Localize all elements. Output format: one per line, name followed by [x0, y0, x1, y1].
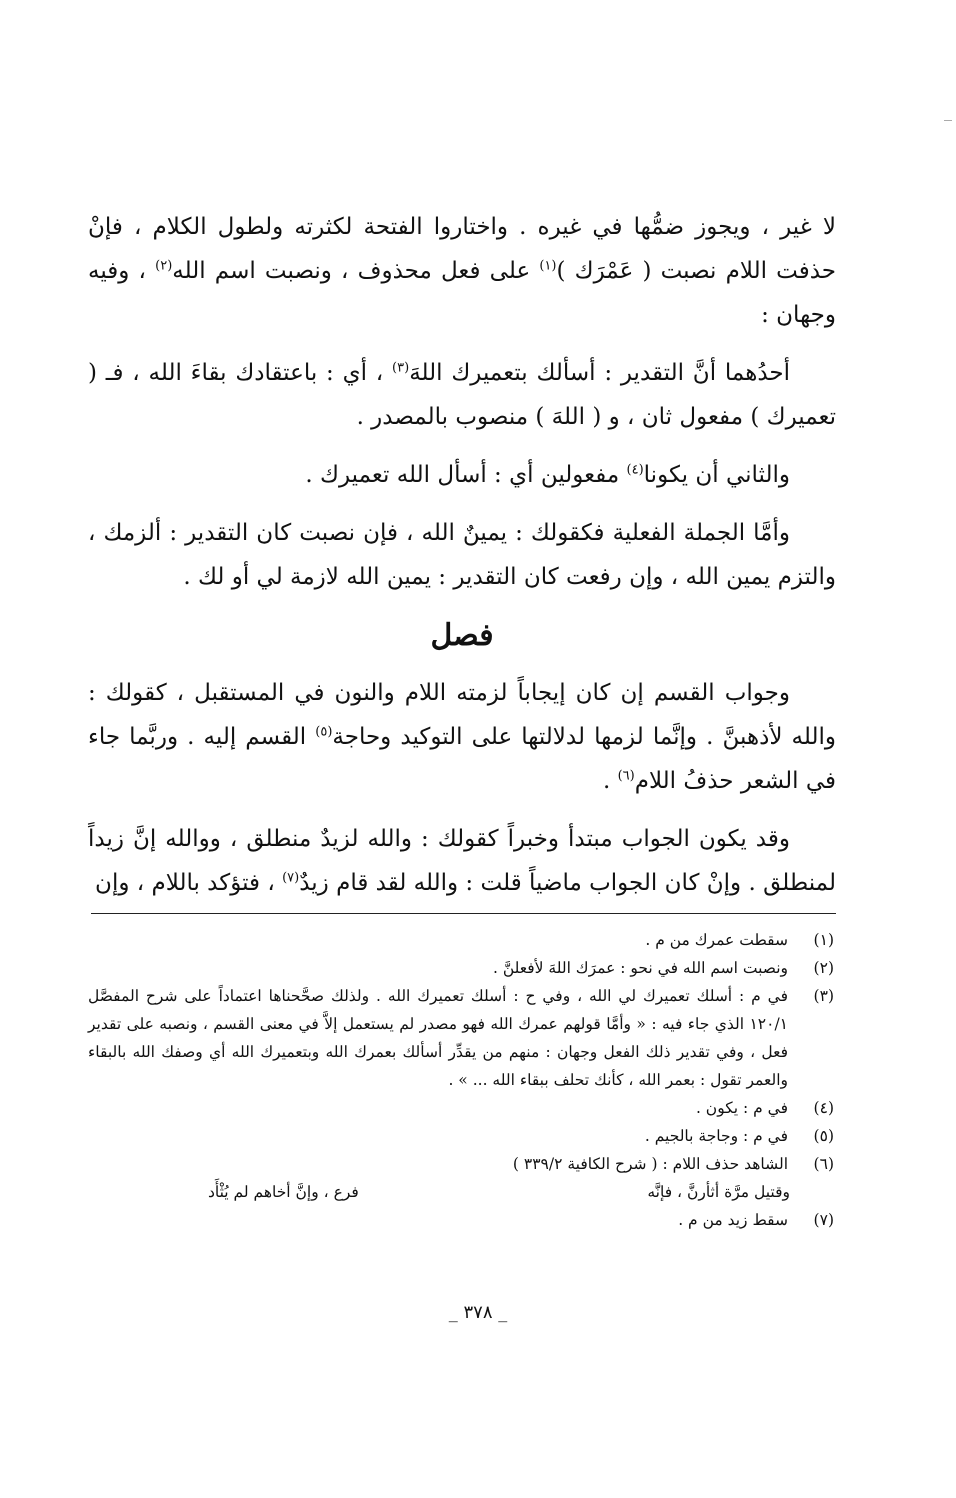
footnote-7: (٧) سقط زيد من م . [678, 1211, 834, 1229]
paragraph-4: وأمَّا الجملة الفعلية فكقولك : يمينٌ الله ، فإن نصبت كان التقدير : ألزمك ، والتزم يمين الله ، وإن رفعت كان التقدير : يمين الله لازمة لي أو لك . [88, 520, 836, 590]
footnote-1: (١) سقطت عمرك من م . [645, 931, 834, 949]
footnote-4: (٤) في م : يكون . [695, 1099, 834, 1117]
footnotes [88, 926, 836, 1234]
margin-mark [944, 120, 952, 121]
footnote-5: (٥) في م : وجاجة بالجيم . [644, 1127, 834, 1145]
page-number: _ ٣٧٨ _ [448, 1302, 508, 1323]
paragraph-2: أحدُهما أنَّ التقدير : أسألك بتعميرك اللهَ$^{(٣)}$ ، أي : باعتقادك بقاءَ الله ، فـ ( تعميرك ) مفعول ثان ، و ( اللهَ ) منصوب بالمصدر . [88, 360, 836, 430]
section-heading: فصل [430, 618, 494, 653]
page-body [88, 205, 836, 1234]
poem-verse [88, 1178, 836, 1206]
footnote-divider [91, 913, 836, 914]
main-text [88, 205, 836, 905]
poem-hemistich-1: وقتيل مرَّة أثأرنَّ ، فإنَّه [647, 1183, 790, 1201]
paragraph-1: لا غير ، ويجوز ضمُّها في غيره . واختاروا الفتحة لكثرته ولطول الكلام ، فإنْ حذفت اللام نصبت ( عَمْرَك )$^{(١)}$ على فعل محذوف ، ونصبت اسم الله$^{(٢)}$ ، وفيه وجهان : [88, 214, 837, 328]
paragraph-3: والثاني أن يكونا$^{(٤)}$ مفعولين أي : أسأل الله تعميرك . [305, 462, 790, 488]
paragraph-5: وجواب القسم إن كان إيجاباً لزمته اللام والنون في المستقبل ، كقولك : والله لأذهبنَّ . وإنَّما لزمها لدلالتها على التوكيد وحاجة$^{(٥)}$ القسم إليه . وربَّما جاء في الشعر حذفُ اللام$^{(٦)}$ . [88, 680, 836, 794]
paragraph-6: وقد يكون الجواب مبتدأ وخبراً كقولك : والله لزيدٌ منطلق ، ووالله إنَّ زيداً لمنطلق . وإنْ كان الجواب ماضياً قلت : والله لقد قام زيدٌ$^{(٧)}$ ، فتؤكد باللام ، وإن [88, 826, 836, 896]
footnote-3: (٣) في م : أسلك تعميرك لي الله ، وفي ح : أسلك تعميرك الله . ولذلك صحَّحناها اعتماداً على شرح المفصَّل ١٢٠/١ الذي جاء فيه : « وأمَّا قولهم عمرك الله فهو مصدر لم يستعمل إلاَّ في معنى القسم ، ونصبه على تقدير فعل ، وفي تقدير ذلك الفعل وجهان : منهم من يقدِّر أسألك بعمرك الله وبتعميرك الله أي وصفك الله بالبقاء والعمر تقول : بعمر الله ، كأنك تحلف ببقاء الله ... » . [88, 987, 834, 1089]
footnote-6: (٦) الشاهد حذف اللام : ( شرح الكافية ٣٣٩/٢ ) [512, 1155, 834, 1173]
poem-hemistich-2: فرع ، وإنَّ أخاهم لم يُثْأَد [208, 1183, 359, 1201]
footnote-2: (٢) ونصبت اسم الله في نحو : عمرَك اللهَ لأفعلنَّ . [492, 959, 834, 977]
